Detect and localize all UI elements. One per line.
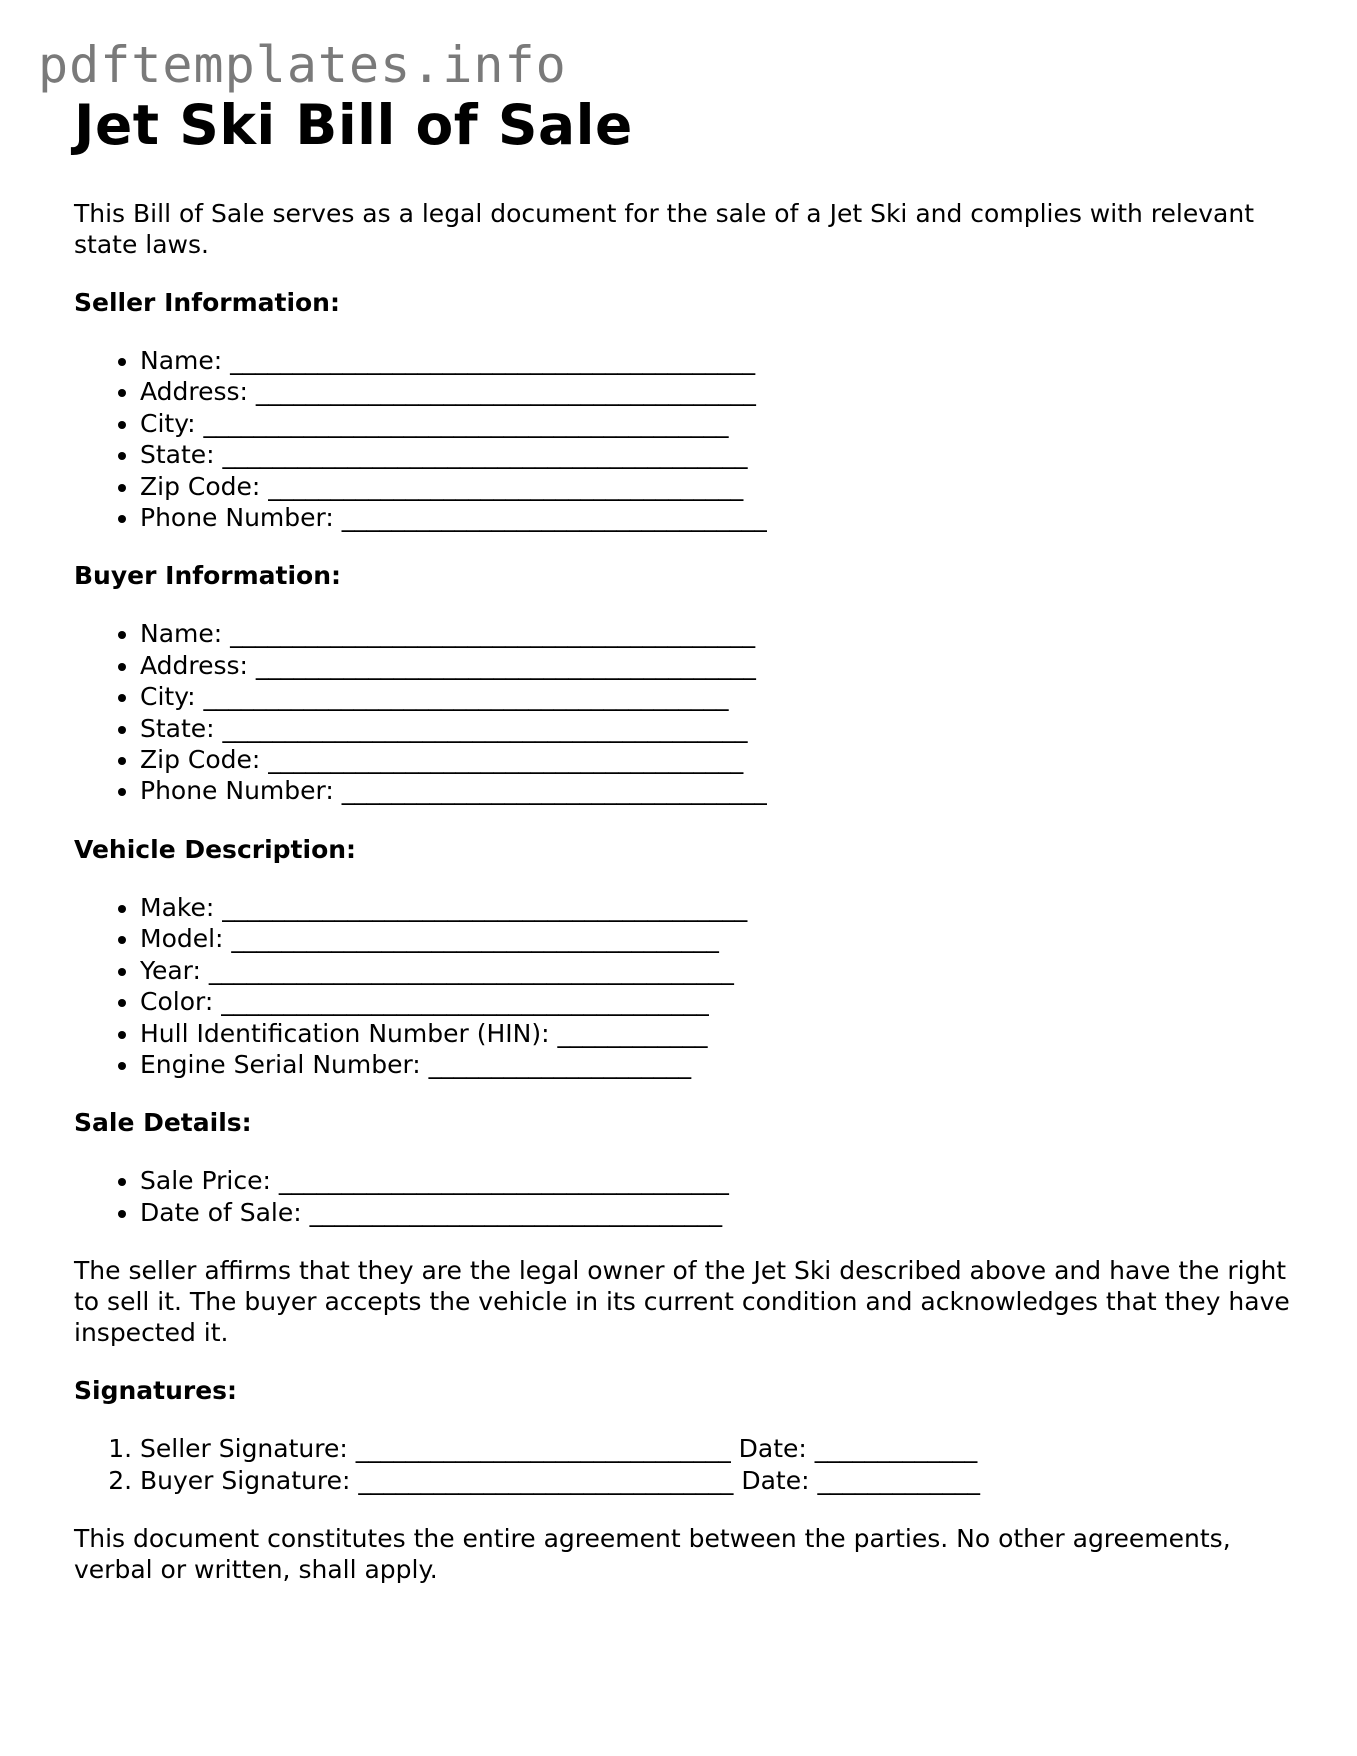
- seller-zip-field[interactable]: • Zip Code: ______________________________________: [140, 471, 1294, 502]
- seller-city-field[interactable]: • City: __________________________________________: [140, 408, 1294, 439]
- document-body: [74, 92, 1294, 1585]
- vehicle-heading: Vehicle Description:: [74, 834, 357, 864]
- vehicle-model-field[interactable]: • Model: _______________________________________: [140, 923, 1294, 954]
- buyer-list: [74, 618, 1294, 806]
- intro-paragraph: This Bill of Sale serves as a legal document for the sale of a Jet Ski and complies with relevant state laws.: [74, 199, 1254, 259]
- buyer-name-field[interactable]: • Name: __________________________________________: [140, 618, 1294, 649]
- signatures-list: [74, 1433, 1294, 1496]
- closing-paragraph: This document constitutes the entire agreement between the parties. No other agreements, verbal or written, shall apply.: [74, 1523, 1231, 1584]
- buyer-heading: Buyer Information:: [74, 561, 342, 591]
- buyer-zip-field[interactable]: • Zip Code: ______________________________________: [140, 744, 1294, 775]
- buyer-city-field[interactable]: • City: __________________________________________: [140, 681, 1294, 712]
- seller-heading: Seller Information:: [74, 288, 340, 317]
- vehicle-hin-field[interactable]: • Hull Identification Number (HIN): ____________: [140, 1018, 1294, 1049]
- buyer-signature-field[interactable]: 2. Buyer Signature: ______________________________ Date: _____________: [140, 1465, 1294, 1496]
- vehicle-make-field[interactable]: • Make: __________________________________________: [140, 892, 1294, 923]
- vehicle-color-field[interactable]: • Color: _______________________________________: [140, 986, 1294, 1017]
- vehicle-year-field[interactable]: • Year: __________________________________________: [140, 955, 1294, 986]
- vehicle-engine-serial-field[interactable]: • Engine Serial Number: _____________________: [140, 1049, 1294, 1080]
- seller-phone-field[interactable]: • Phone Number: __________________________________: [140, 502, 1294, 533]
- sale-date-field[interactable]: • Date of Sale: _________________________________: [140, 1197, 1294, 1228]
- buyer-state-field[interactable]: • State: __________________________________________: [140, 713, 1294, 744]
- sale-heading: Sale Details:: [74, 1108, 252, 1138]
- buyer-address-field[interactable]: • Address: ________________________________________: [140, 650, 1294, 681]
- signatures-heading: Signatures:: [74, 1376, 238, 1406]
- sale-price-field[interactable]: • Sale Price: ____________________________________: [140, 1165, 1294, 1196]
- vehicle-list: [74, 892, 1294, 1080]
- watermark: pdftemplates.info: [38, 36, 567, 94]
- sale-list: [74, 1165, 1294, 1228]
- seller-state-field[interactable]: • State: __________________________________________: [140, 439, 1294, 470]
- seller-name-field[interactable]: • Name: __________________________________________: [140, 345, 1294, 376]
- buyer-phone-field[interactable]: • Phone Number: __________________________________: [140, 775, 1294, 806]
- affirmation-paragraph: The seller affirms that they are the legal owner of the Jet Ski described above and have the right to sell it. The buyer accepts the vehicle in its current condition and acknowledges that they have inspected it.: [74, 1256, 1290, 1348]
- seller-address-field[interactable]: • Address: ________________________________________: [140, 376, 1294, 407]
- page-title: Jet Ski Bill of Sale: [74, 93, 633, 157]
- seller-list: [74, 345, 1294, 533]
- seller-signature-field[interactable]: 1. Seller Signature: ______________________________ Date: _____________: [140, 1433, 1294, 1464]
